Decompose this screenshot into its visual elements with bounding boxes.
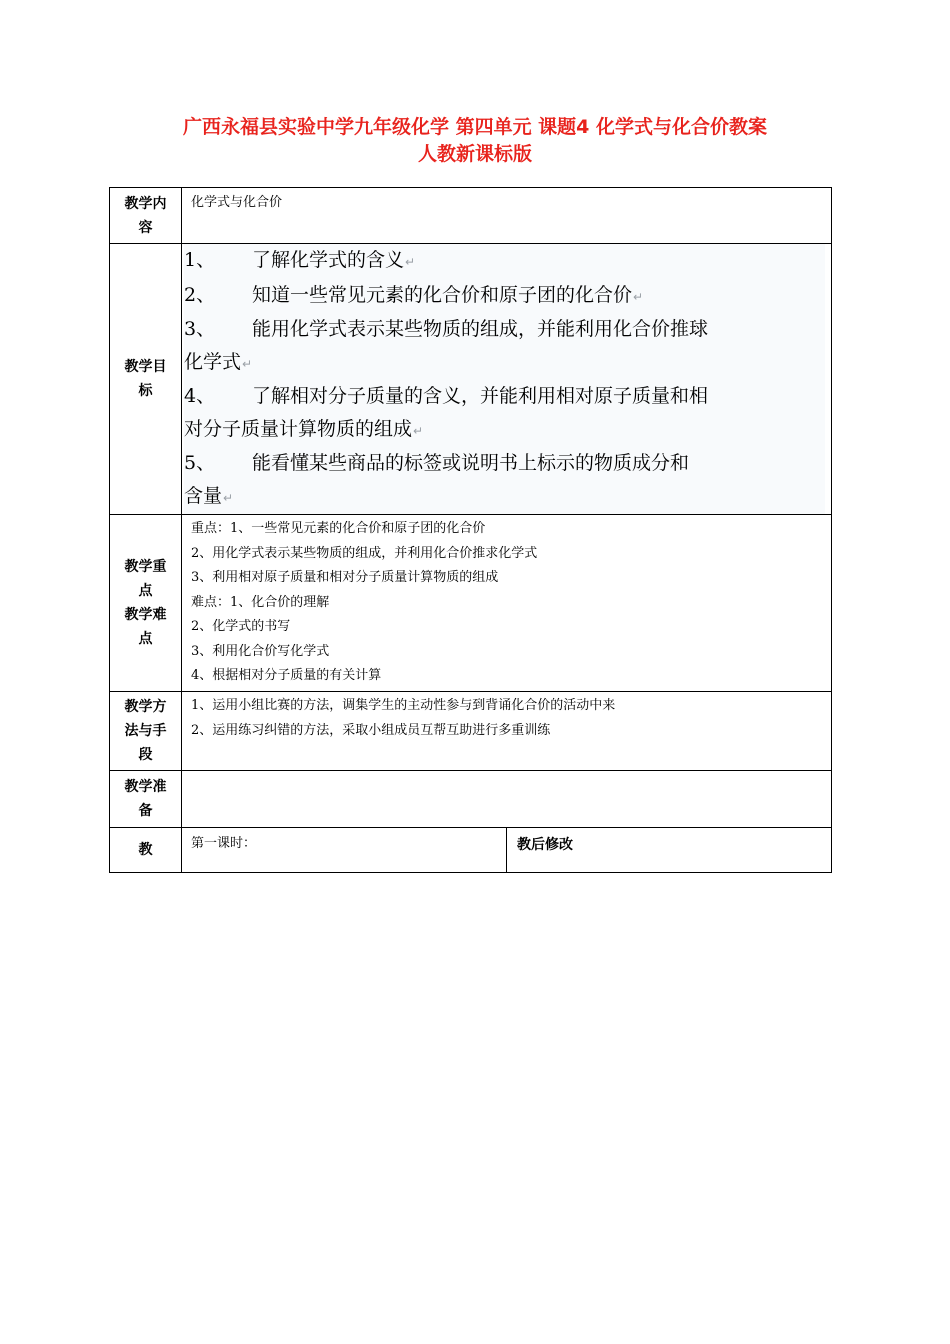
- teaching-methods-cell: [182, 692, 832, 771]
- label-teaching-content: 教学内 容: [110, 188, 182, 244]
- return-mark-icon: ↵: [633, 289, 644, 304]
- difficult-point-line: 4、根据相对分子质量的有关计算: [191, 668, 382, 683]
- difficult-point-line: 2、化学式的书写: [191, 619, 291, 634]
- title-line-2: 人教新课标版: [417, 143, 532, 165]
- label-teaching-preparation: 教学准 备: [110, 771, 182, 828]
- teaching-preparation-value: [182, 771, 832, 828]
- difficult-point-line: 3、利用化合价写化学式: [191, 643, 330, 659]
- key-point-line: 3、利用相对原子质量和相对分子质量计算物质的组成: [191, 570, 499, 585]
- teaching-goals-cell: [182, 244, 832, 515]
- goals-list: [184, 244, 825, 514]
- table-row-key-points: [110, 515, 832, 692]
- goal-item-5: 5、 能看懂某些商品的标签或说明书上标示的物质成分和 含量↵: [184, 452, 690, 507]
- goal-item-4: 4、 了解相对分子质量的含义，并能利用相对原子质量和相 对分子质量计算物质的组成↵: [184, 385, 709, 440]
- goal-item-1: 1、 了解化学式的含义↵: [184, 249, 416, 271]
- label-teaching: 教: [110, 828, 182, 873]
- method-line: 2、运用练习纠错的方法，采取小组成员互帮互助进行多重训练: [191, 722, 551, 738]
- method-line: 1、运用小组比赛的方法，调集学生的主动性参与到背诵化合价的活动中来: [191, 698, 616, 713]
- table-row-lesson: [110, 828, 832, 873]
- table-row-goals: [110, 244, 832, 515]
- return-mark-icon: ↵: [405, 255, 416, 269]
- label-key-and-difficult-points: 教学重 点 教学难 点: [110, 515, 182, 692]
- table-row-preparation: [110, 771, 832, 828]
- difficult-point-line: 难点：1、化合价的理解: [191, 594, 330, 610]
- return-mark-icon: ↵: [413, 423, 424, 438]
- key-point-line: 2、用化学式表示某些物质的组成，并利用化合价推求化学式: [191, 545, 538, 561]
- table-row-methods: [110, 692, 832, 771]
- return-mark-icon: ↵: [242, 356, 253, 371]
- lesson-plan-table: [109, 187, 832, 873]
- title-line-1: 广西永福县实验中学九年级化学 第四单元 课题4 化学式与化合价教案: [182, 116, 768, 138]
- post-lesson-revision-header: 教后修改: [507, 828, 832, 873]
- lesson-period-cell: 第一课时：: [182, 828, 507, 873]
- document-title: [0, 114, 950, 168]
- goal-item-2: 2、 知道一些常见元素的化合价和原子团的化合价↵: [184, 283, 644, 306]
- key-point-line: 重点：1、一些常见元素的化合价和原子团的化合价: [191, 521, 486, 536]
- key-points-cell: [182, 515, 832, 692]
- teaching-content-value: 化学式与化合价: [182, 188, 832, 244]
- label-teaching-methods: 教学方 法与手 段: [110, 692, 182, 771]
- table-row-content: [110, 188, 832, 244]
- goal-item-3: 3、 能用化学式表示某些物质的组成，并能利用化合价推球 化学式↵: [184, 318, 709, 373]
- label-teaching-goals: 教学目 标: [110, 244, 182, 515]
- return-mark-icon: ↵: [223, 490, 234, 505]
